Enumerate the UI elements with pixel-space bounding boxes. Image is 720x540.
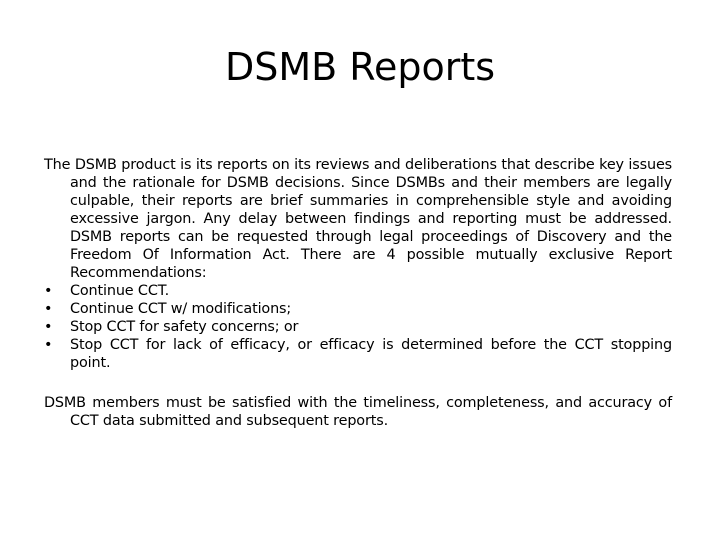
recommendation-list bbox=[44, 282, 672, 372]
list-item-text: Stop CCT for safety concerns; or bbox=[70, 319, 299, 335]
paragraph-spacer bbox=[44, 372, 672, 394]
slide-body bbox=[44, 156, 672, 430]
bullet-icon: • bbox=[44, 301, 53, 317]
list-item-text: Continue CCT w/ modifications; bbox=[70, 301, 292, 317]
list-item bbox=[44, 336, 672, 372]
list-item bbox=[44, 318, 672, 336]
closing-paragraph: DSMB members must be satisfied with the timeliness, completeness, and accuracy of CCT data submitted and subsequent reports. bbox=[44, 395, 672, 429]
bullet-icon: • bbox=[44, 283, 53, 299]
slide-title: DSMB Reports bbox=[224, 45, 496, 89]
intro-paragraph: The DSMB product is its reports on its reviews and deliberations that describe key issues and the rationale for DSMB decisions. Since DSMBs and their members are legally culpable, their reports are brief summaries in comprehensible style and avoiding excessive jargon. Any delay between findings and reporting must be addressed. DSMB reports can be requested through legal proceedings of Discovery and the Freedom Of Information Act. There are 4 possible mutually exclusive Report Recommendations: bbox=[44, 157, 672, 281]
bullet-icon: • bbox=[44, 319, 53, 335]
list-item-text: Continue CCT. bbox=[70, 283, 170, 299]
list-item-text: Stop CCT for lack of efficacy, or efficacy is determined before the CCT stopping point. bbox=[70, 337, 672, 371]
list-item bbox=[44, 282, 672, 300]
bullet-icon: • bbox=[44, 337, 53, 353]
list-item bbox=[44, 300, 672, 318]
